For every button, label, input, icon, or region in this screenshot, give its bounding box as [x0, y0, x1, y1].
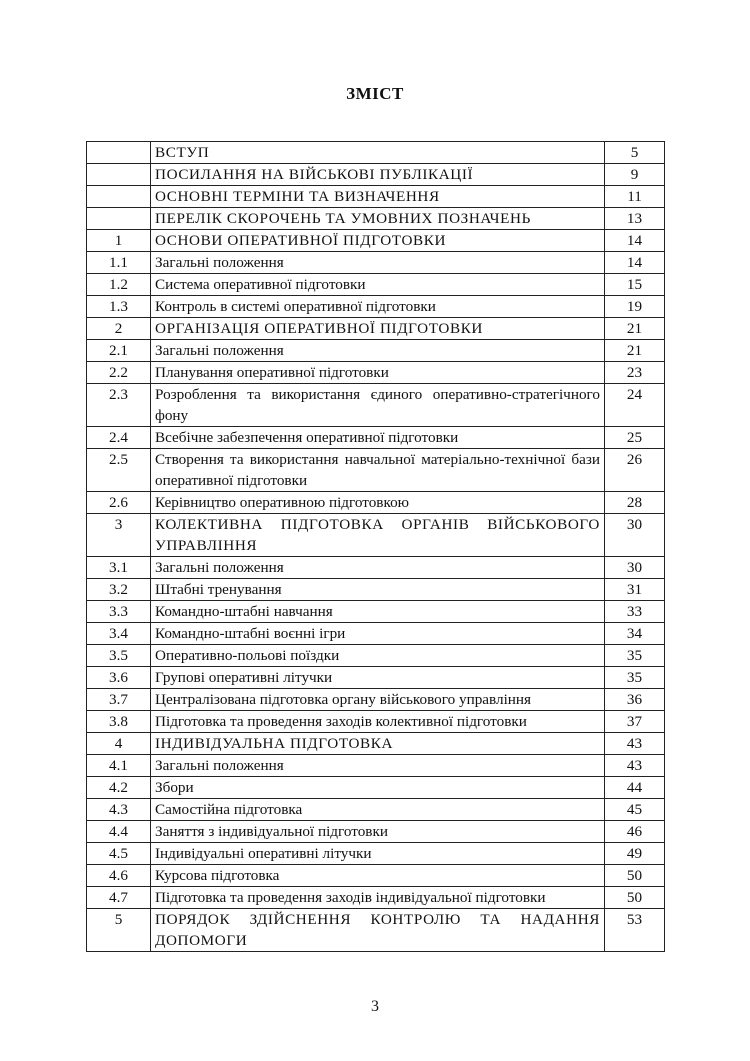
toc-section-number — [87, 164, 151, 186]
toc-section-title: Планування оперативної підготовки — [151, 362, 605, 384]
toc-section-title: Курсова підготовка — [151, 865, 605, 887]
toc-page-number: 21 — [605, 340, 665, 362]
toc-page-number: 43 — [605, 755, 665, 777]
toc-section-title: Керівництво оперативною підготовкою — [151, 492, 605, 514]
toc-body — [87, 142, 665, 952]
toc-section-title: ПЕРЕЛІК СКОРОЧЕНЬ ТА УМОВНИХ ПОЗНАЧЕНЬ — [151, 208, 605, 230]
toc-page-number: 30 — [605, 514, 665, 557]
toc-page-number: 49 — [605, 843, 665, 865]
toc-page-number: 11 — [605, 186, 665, 208]
toc-section-number: 3.6 — [87, 667, 151, 689]
toc-section-title: КОЛЕКТИВНА ПІДГОТОВКА ОРГАНІВ ВІЙСЬКОВОГО УПРАВЛІННЯ — [151, 514, 605, 557]
toc-section-title: ОСНОВНІ ТЕРМІНИ ТА ВИЗНАЧЕННЯ — [151, 186, 605, 208]
toc-row — [87, 340, 665, 362]
toc-row — [87, 799, 665, 821]
toc-row — [87, 427, 665, 449]
toc-page-number: 50 — [605, 865, 665, 887]
toc-page-number: 23 — [605, 362, 665, 384]
toc-section-number — [87, 186, 151, 208]
toc-row — [87, 514, 665, 557]
toc-row — [87, 492, 665, 514]
toc-row — [87, 601, 665, 623]
toc-row — [87, 645, 665, 667]
toc-row — [87, 557, 665, 579]
toc-section-title: Створення та використання навчальної матеріально-технічної бази оперативної підготовки — [151, 449, 605, 492]
toc-page-number: 14 — [605, 230, 665, 252]
toc-page-number: 35 — [605, 667, 665, 689]
toc-row — [87, 208, 665, 230]
page-title: ЗМІСТ — [346, 84, 404, 103]
toc-page-number: 14 — [605, 252, 665, 274]
toc-page-number: 9 — [605, 164, 665, 186]
toc-page-number: 45 — [605, 799, 665, 821]
toc-section-number: 2.2 — [87, 362, 151, 384]
toc-section-number: 4 — [87, 733, 151, 755]
toc-row — [87, 230, 665, 252]
toc-section-number: 3.3 — [87, 601, 151, 623]
toc-row — [87, 733, 665, 755]
toc-section-number: 2 — [87, 318, 151, 340]
toc-section-number: 5 — [87, 909, 151, 952]
toc-page-number: 24 — [605, 384, 665, 427]
toc-page-number: 30 — [605, 557, 665, 579]
toc-section-title: Індивідуальні оперативні літучки — [151, 843, 605, 865]
toc-row — [87, 667, 665, 689]
toc-section-number: 4.3 — [87, 799, 151, 821]
toc-section-title: ОРГАНІЗАЦІЯ ОПЕРАТИВНОЇ ПІДГОТОВКИ — [151, 318, 605, 340]
toc-section-number: 1 — [87, 230, 151, 252]
toc-section-title: Збори — [151, 777, 605, 799]
toc-section-number: 1.2 — [87, 274, 151, 296]
toc-section-number: 3.5 — [87, 645, 151, 667]
toc-section-title: Загальні положення — [151, 252, 605, 274]
toc-section-title: Самостійна підготовка — [151, 799, 605, 821]
toc-section-title: ІНДИВІДУАЛЬНА ПІДГОТОВКА — [151, 733, 605, 755]
toc-section-number: 3.7 — [87, 689, 151, 711]
toc-page-number: 43 — [605, 733, 665, 755]
toc-section-title: Підготовка та проведення заходів індивідуальної підготовки — [151, 887, 605, 909]
toc-row — [87, 887, 665, 909]
toc-row — [87, 579, 665, 601]
toc-row — [87, 296, 665, 318]
toc-row — [87, 449, 665, 492]
toc-page-number: 46 — [605, 821, 665, 843]
toc-section-title: Командно-штабні воєнні ігри — [151, 623, 605, 645]
toc-row — [87, 865, 665, 887]
toc-page-number: 53 — [605, 909, 665, 952]
toc-section-title: Штабні тренування — [151, 579, 605, 601]
toc-section-number: 4.4 — [87, 821, 151, 843]
toc-row — [87, 843, 665, 865]
toc-table — [86, 141, 665, 952]
toc-page-number: 34 — [605, 623, 665, 645]
toc-section-title: Загальні положення — [151, 755, 605, 777]
toc-row — [87, 689, 665, 711]
toc-page-number: 15 — [605, 274, 665, 296]
toc-page-number: 31 — [605, 579, 665, 601]
toc-section-number: 4.7 — [87, 887, 151, 909]
toc-section-title: Всебічне забезпечення оперативної підготовки — [151, 427, 605, 449]
toc-row — [87, 142, 665, 164]
page-number: 3 — [371, 998, 379, 1015]
toc-row — [87, 623, 665, 645]
toc-section-title: ПОСИЛАННЯ НА ВІЙСЬКОВІ ПУБЛІКАЦІЇ — [151, 164, 605, 186]
toc-row — [87, 362, 665, 384]
toc-section-number — [87, 142, 151, 164]
toc-page-number: 21 — [605, 318, 665, 340]
toc-page-number: 5 — [605, 142, 665, 164]
toc-section-number — [87, 208, 151, 230]
toc-section-title: Централізована підготовка органу військового управління — [151, 689, 605, 711]
toc-section-number: 2.3 — [87, 384, 151, 427]
toc-row — [87, 777, 665, 799]
toc-page-number: 25 — [605, 427, 665, 449]
toc-section-title: Заняття з індивідуальної підготовки — [151, 821, 605, 843]
toc-section-title: Групові оперативні літучки — [151, 667, 605, 689]
toc-row — [87, 384, 665, 427]
toc-row — [87, 164, 665, 186]
toc-section-number: 2.6 — [87, 492, 151, 514]
toc-row — [87, 252, 665, 274]
toc-section-number: 3.4 — [87, 623, 151, 645]
toc-section-number: 4.5 — [87, 843, 151, 865]
toc-page-number: 35 — [605, 645, 665, 667]
toc-section-number: 4.1 — [87, 755, 151, 777]
toc-page-number: 37 — [605, 711, 665, 733]
toc-section-title: Підготовка та проведення заходів колективної підготовки — [151, 711, 605, 733]
toc-page-number: 19 — [605, 296, 665, 318]
toc-section-number: 2.1 — [87, 340, 151, 362]
toc-section-number: 3 — [87, 514, 151, 557]
toc-page-number: 26 — [605, 449, 665, 492]
toc-row — [87, 186, 665, 208]
toc-section-number: 1.1 — [87, 252, 151, 274]
toc-section-title: Розроблення та використання єдиного оперативно-стратегічного фону — [151, 384, 605, 427]
toc-row — [87, 821, 665, 843]
toc-row — [87, 755, 665, 777]
toc-page-number: 36 — [605, 689, 665, 711]
toc-section-title: Оперативно-польові поїздки — [151, 645, 605, 667]
toc-section-number: 4.2 — [87, 777, 151, 799]
toc-section-title: ПОРЯДОК ЗДІЙСНЕННЯ КОНТРОЛЮ ТА НАДАННЯ ДОПОМОГИ — [151, 909, 605, 952]
toc-section-title: Командно-штабні навчання — [151, 601, 605, 623]
toc-page-number: 13 — [605, 208, 665, 230]
toc-section-number: 3.1 — [87, 557, 151, 579]
toc-section-number: 1.3 — [87, 296, 151, 318]
toc-section-title: ВСТУП — [151, 142, 605, 164]
toc-section-title: ОСНОВИ ОПЕРАТИВНОЇ ПІДГОТОВКИ — [151, 230, 605, 252]
toc-row — [87, 318, 665, 340]
toc-row — [87, 274, 665, 296]
toc-section-title: Контроль в системі оперативної підготовки — [151, 296, 605, 318]
toc-section-title: Система оперативної підготовки — [151, 274, 605, 296]
toc-section-title: Загальні положення — [151, 340, 605, 362]
toc-section-number: 3.2 — [87, 579, 151, 601]
toc-page-number: 33 — [605, 601, 665, 623]
toc-page-number: 28 — [605, 492, 665, 514]
toc-section-title: Загальні положення — [151, 557, 605, 579]
toc-page-number: 44 — [605, 777, 665, 799]
toc-row — [87, 909, 665, 952]
toc-row — [87, 711, 665, 733]
toc-section-number: 4.6 — [87, 865, 151, 887]
toc-page-number: 50 — [605, 887, 665, 909]
toc-section-number: 3.8 — [87, 711, 151, 733]
toc-section-number: 2.4 — [87, 427, 151, 449]
toc-section-number: 2.5 — [87, 449, 151, 492]
